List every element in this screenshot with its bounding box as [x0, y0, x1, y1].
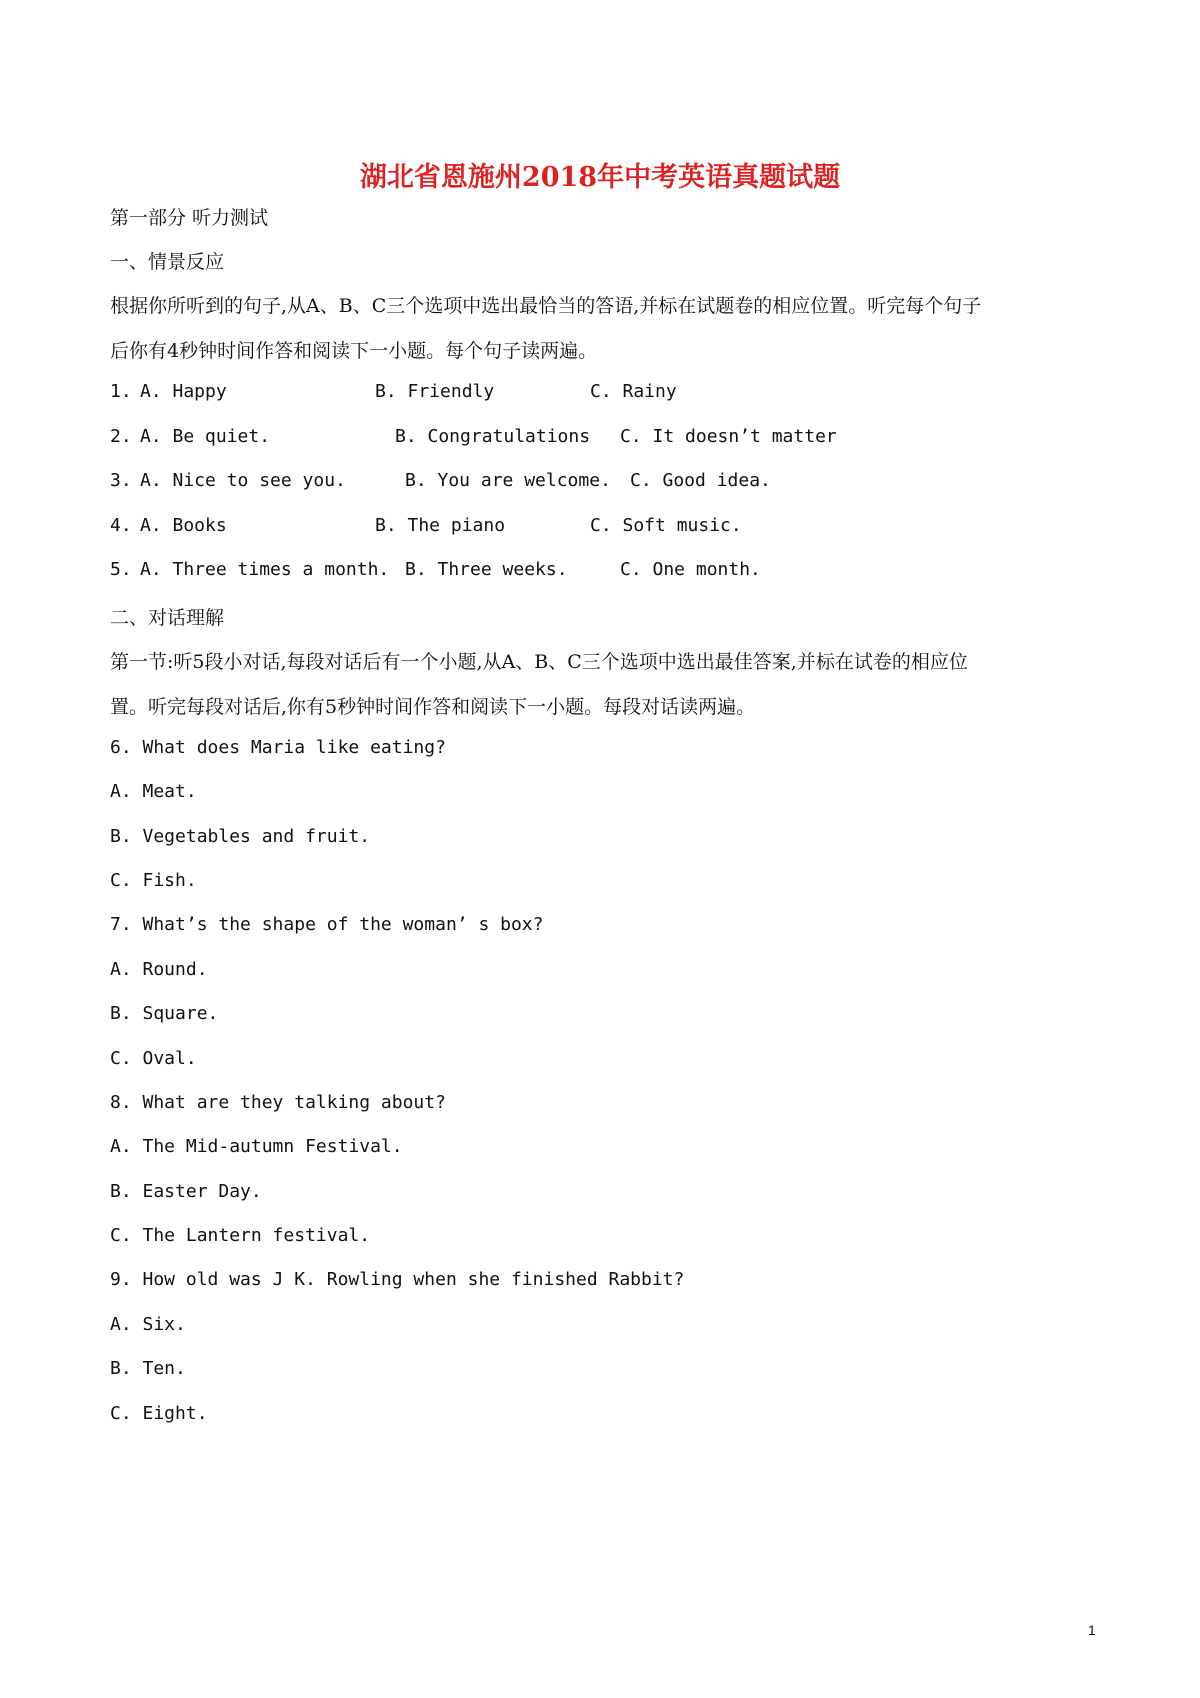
option-a: A. Round.: [110, 959, 208, 980]
option-c: C. Eight.: [110, 1403, 208, 1424]
option-a: A. Books: [140, 515, 227, 536]
option-b: B. Easter Day.: [110, 1181, 262, 1202]
option-b: B. The piano: [375, 515, 506, 536]
question-number: 4.: [110, 515, 132, 536]
option-b: B. Friendly: [375, 381, 495, 402]
instructions-line: 根据你所听到的句子,从A、B、C三个选项中选出最恰当的答语,并标在试题卷的相应位置。听完每个句子: [110, 295, 982, 317]
option-b: B. Congratulations: [395, 426, 591, 447]
option-a: A. Three times a month.: [140, 559, 390, 580]
option-a: A. Be quiet.: [140, 426, 271, 447]
option-c: C. Good idea.: [630, 470, 771, 491]
page-number: 1: [1088, 1622, 1096, 1638]
option-c: C. Fish.: [110, 870, 197, 891]
section-heading: 一、情景反应: [110, 251, 225, 273]
question-number: 1.: [110, 381, 132, 402]
section-heading: 二、对话理解: [110, 607, 225, 629]
question-number: 3.: [110, 470, 132, 491]
option-a: A. Nice to see you.: [140, 470, 346, 491]
option-b: B. Ten.: [110, 1358, 186, 1379]
page-title: 湖北省恩施州2018年中考英语真题试题: [359, 162, 841, 193]
part-heading: 第一部分 听力测试: [110, 207, 269, 229]
option-c: C. One month.: [620, 559, 761, 580]
question-text: 6. What does Maria like eating?: [110, 737, 446, 758]
question-text: 8. What are they talking about?: [110, 1092, 446, 1113]
question-text: 9. How old was J K. Rowling when she finished Rabbit?: [110, 1269, 685, 1290]
option-a: A. Six.: [110, 1314, 186, 1335]
instructions-line: 置。听完每段对话后,你有5秒钟时间作答和阅读下一小题。每段对话读两遍。: [110, 696, 756, 718]
instructions-line: 第一节:听5段小对话,每段对话后有一个小题,从A、B、C三个选项中选出最佳答案,并标在试卷的相应位: [110, 651, 968, 673]
option-b: B. Three weeks.: [405, 559, 568, 580]
option-a: A. The Mid-autumn Festival.: [110, 1136, 403, 1157]
question-text: 7. What’s the shape of the woman’ s box?: [110, 914, 544, 935]
option-b: B. Vegetables and fruit.: [110, 826, 371, 847]
question-number: 5.: [110, 559, 132, 580]
question-number: 2.: [110, 426, 132, 447]
option-a: A. Happy: [140, 381, 227, 402]
option-c: C. Oval.: [110, 1048, 197, 1069]
instructions-line: 后你有4秒钟时间作答和阅读下一小题。每个句子读两遍。: [110, 340, 598, 362]
option-c: C. The Lantern festival.: [110, 1225, 371, 1246]
option-b: B. You are welcome.: [405, 470, 611, 491]
option-c: C. Rainy: [590, 381, 677, 402]
option-c: C. Soft music.: [590, 515, 742, 536]
option-c: C. It doesn’t matter: [620, 426, 837, 447]
option-b: B. Square.: [110, 1003, 219, 1024]
option-a: A. Meat.: [110, 781, 197, 802]
